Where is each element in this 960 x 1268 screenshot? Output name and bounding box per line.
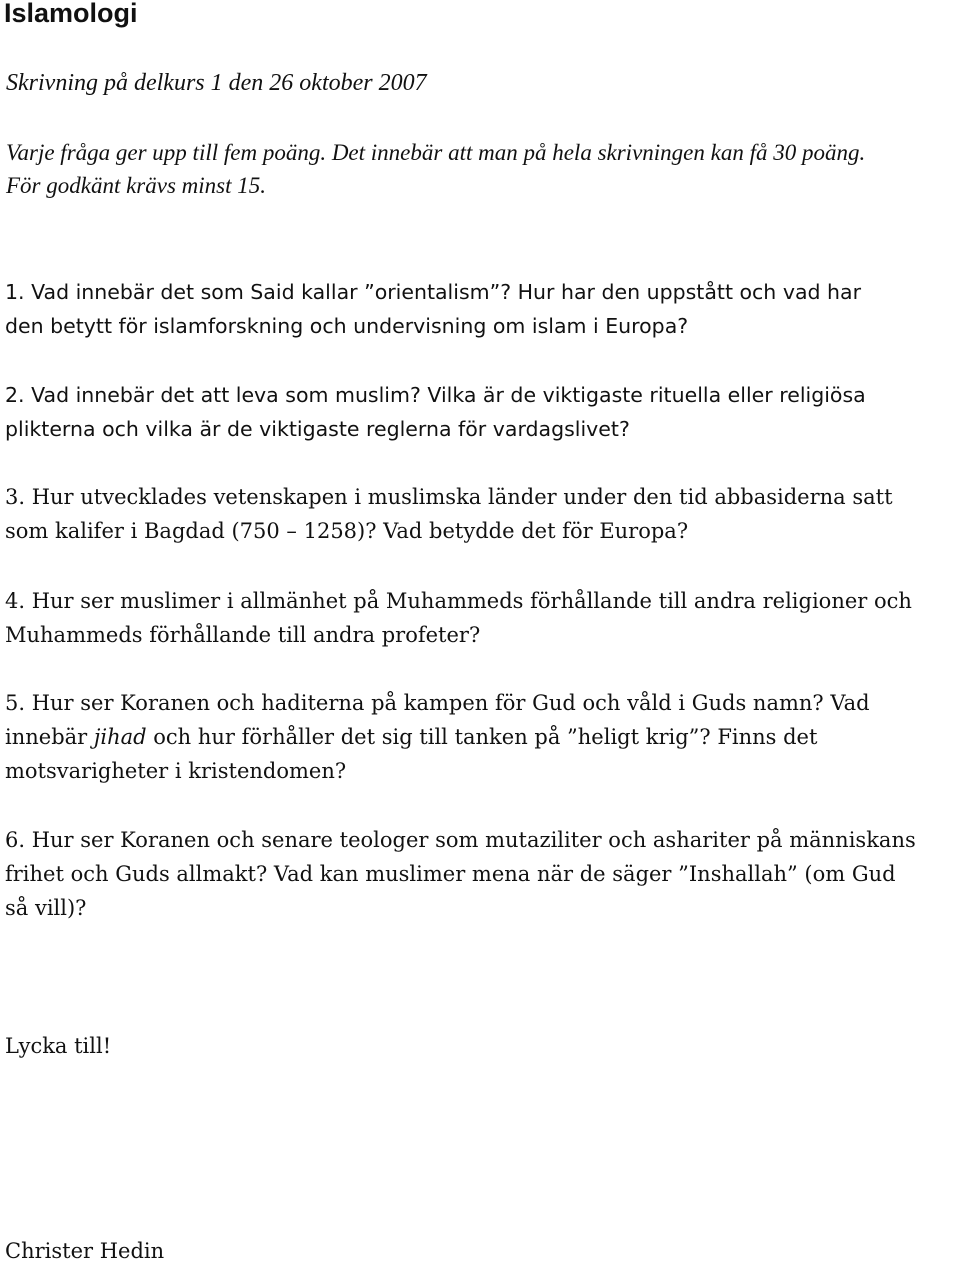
question-line	[5, 720, 960, 754]
grading-rules	[6, 136, 956, 202]
document-title: Islamologi	[4, 0, 138, 28]
question-line: som kalifer i Bagdad (750 – 1258)? Vad betydde det för Europa?	[5, 519, 689, 543]
question-line: Muhammeds förhållande till andra profeter?	[5, 623, 481, 647]
question-5	[5, 686, 960, 788]
question-1	[5, 275, 960, 343]
question-line: frihet och Guds allmakt? Vad kan muslimer mena när de säger ”Inshallah” (om Gud	[5, 862, 896, 886]
grading-rules-line: För godkänt krävs minst 15.	[6, 173, 267, 198]
grading-rules-line: Varje fråga ger upp till fem poäng. Det innebär att man på hela skrivningen kan få 30 poäng.	[6, 140, 866, 165]
question-text: och hur förhåller det sig till tanken på ”heligt krig”? Finns det	[146, 725, 818, 749]
question-line: den betytt för islamforskning och undervisning om islam i Europa?	[5, 314, 689, 338]
jihad-term: jihad	[93, 725, 147, 749]
question-line: 2. Vad innebär det att leva som muslim? Vilka är de viktigaste rituella eller religiösa	[5, 383, 866, 407]
author-name: Christer Hedin	[5, 1239, 165, 1263]
question-line: så vill)?	[5, 896, 87, 920]
question-text: innebär	[5, 725, 94, 749]
closing-text: Lycka till!	[5, 1034, 112, 1058]
question-line: 3. Hur utvecklades vetenskapen i muslimska länder under den tid abbasiderna satt	[5, 485, 893, 509]
question-4	[5, 584, 960, 652]
question-6	[5, 823, 960, 925]
question-3	[5, 480, 960, 548]
question-line: 5. Hur ser Koranen och haditerna på kampen för Gud och våld i Guds namn? Vad	[5, 691, 870, 715]
question-line: motsvarigheter i kristendomen?	[5, 759, 347, 783]
exam-subtitle: Skrivning på delkurs 1 den 26 oktober 2007	[6, 70, 427, 96]
question-line: 1. Vad innebär det som Said kallar ”orientalism”? Hur har den uppstått och vad har	[5, 280, 862, 304]
question-line: 6. Hur ser Koranen och senare teologer som mutaziliter och ashariter på människans	[5, 828, 916, 852]
question-2	[5, 378, 960, 446]
question-line: plikterna och vilka är de viktigaste reglerna för vardagslivet?	[5, 417, 630, 441]
question-line: 4. Hur ser muslimer i allmänhet på Muhammeds förhållande till andra religioner och	[5, 589, 912, 613]
